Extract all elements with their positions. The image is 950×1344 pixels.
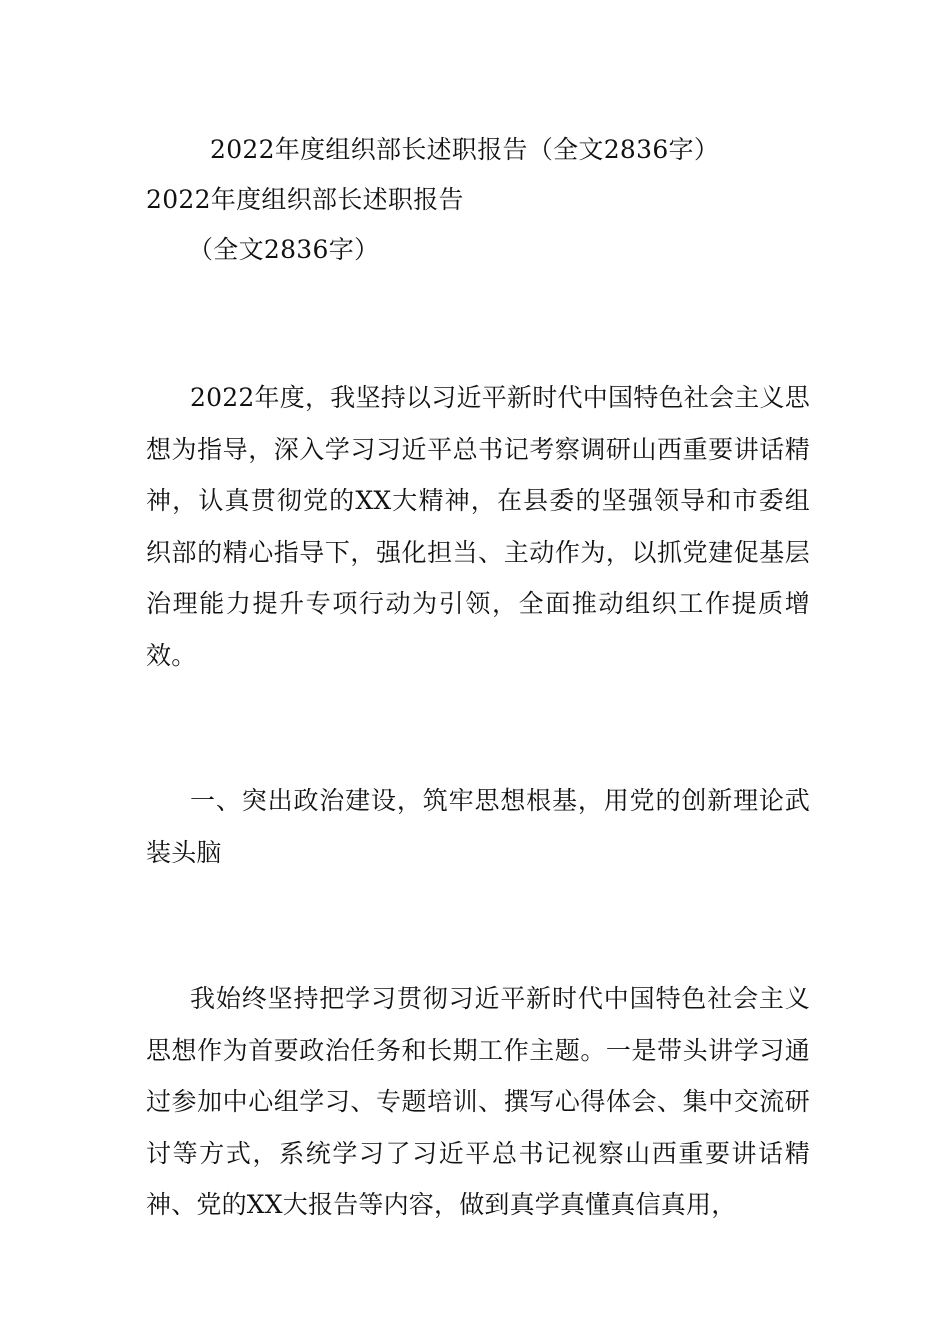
document-heading: 2022年度组织部长述职报告 [146,185,464,214]
paragraph-intro: 2022年度，我坚持以习近平新时代中国特色社会主义思想为指导，深入学习习近平总书记考察调研山西重要讲话精神，认真贯彻党的XX大精神，在县委的坚强领导和市委组织部的精心指导下，强化担当、主动作为，以抓党建促基层治理能力提升专项行动为引领，全面推动组织工作提质增效。 [146,383,810,670]
document-heading-note: （全文2836字） [188,235,380,264]
document-title-line: 2022年度组织部长述职报告（全文2836字） [210,135,720,164]
paragraph-section-1: 我始终坚持把学习贯彻习近平新时代中国特色社会主义思想作为首要政治任务和长期工作主题。一是带头讲学习通过参加中心组学习、专题培训、撰写心得体会、集中交流研讨等方式，系统学习了习近平总书记视察山西重要讲话精神、党的XX大报告等内容，做到真学真懂真信真用， [146,984,810,1220]
section-heading-1: 一、突出政治建设，筑牢思想根基，用党的创新理论武装头脑 [146,786,810,867]
